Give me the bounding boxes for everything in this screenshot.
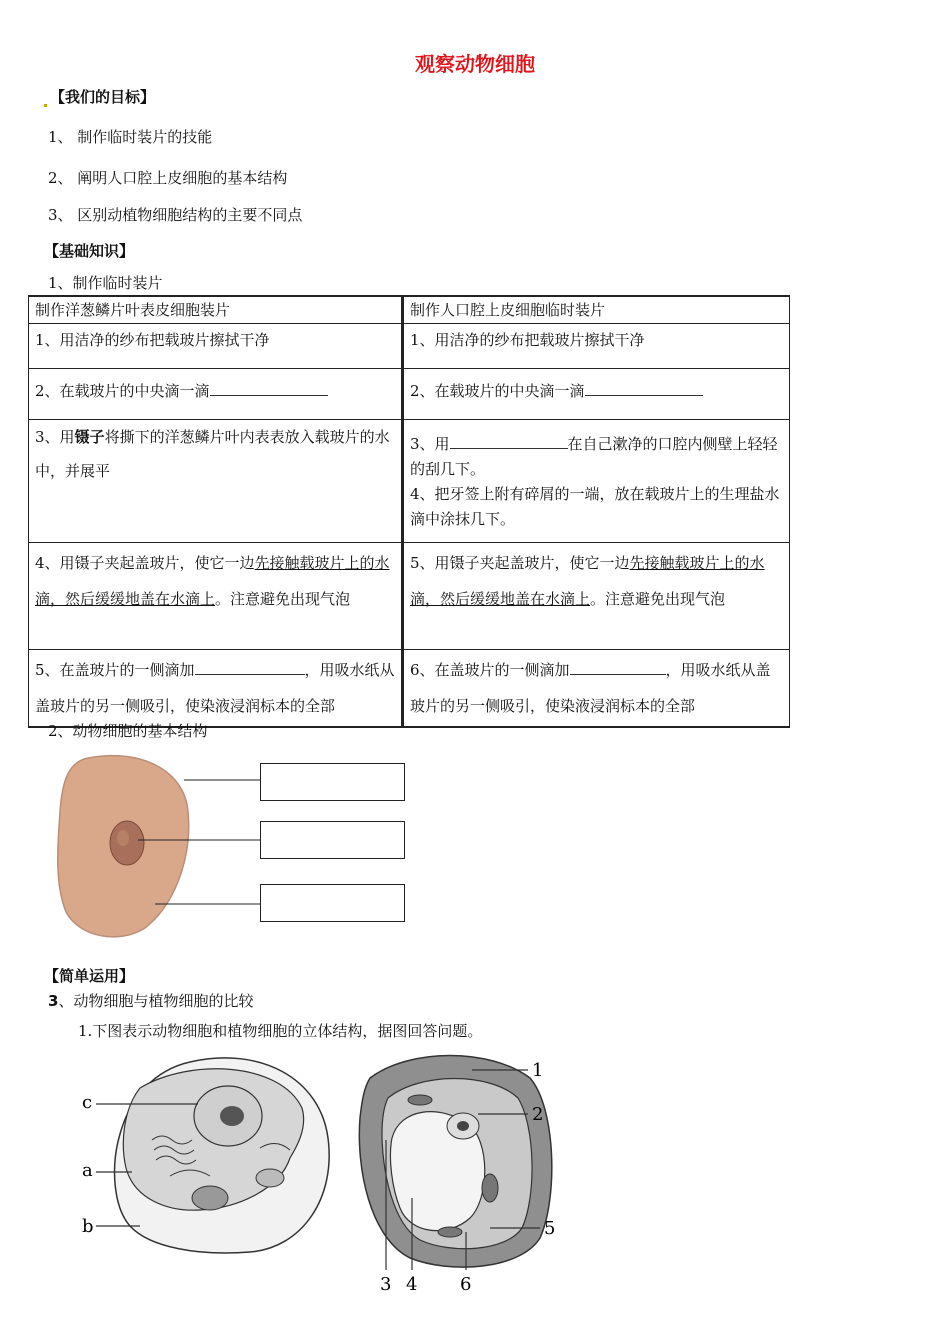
apply-heading: 【简单运用】 [44,967,135,985]
step-cell [29,650,403,728]
table-row [29,324,790,369]
section-3-text: 、动物细胞与植物细胞的比较 [58,992,254,1010]
underlined-text: 先接触载玻片上的水滴，然后缓缓地盖在水滴上 [35,554,390,608]
section-3-title: 3、动物细胞与植物细胞的比较 [48,992,254,1010]
page-title: 观察动物细胞 [415,52,535,76]
goal-item-1: 1、 制作临时装片的技能 [48,128,213,146]
tweezers-term: 镊子 [74,428,105,446]
step-text: 6、在盖玻片的一侧滴加 [410,661,570,679]
question-text: 1.下图表示动物细胞和植物细胞的立体结构，据图回答问题。 [78,1022,483,1040]
animal-label-b: b [82,1216,94,1237]
plant-label-6: 6 [460,1274,472,1295]
table-row [29,420,790,543]
fill-blank[interactable] [570,658,666,675]
step-text: 2、在载玻片的中央滴一滴 [410,382,585,400]
step-cell [29,543,403,650]
goals-heading-text: 【我们的目标】 [50,88,156,106]
step-text: 4、用镊子夹起盖玻片，使它一边 [35,554,255,572]
step-text: 3、用 [410,435,450,453]
step-text: 将撕下的洋葱鳞片叶内表表放入载玻片的水中，并展平 [35,428,390,480]
plant-label-5: 5 [544,1218,556,1239]
step-text: 4、把牙签上附有碎屑的一端，放在载玻片上的生理盐水滴中涂抹几下。 [410,485,780,528]
step-cell [29,369,403,420]
underlined-text: 先接触载玻片上的水滴，然后缓缓地盖在水滴上 [410,554,765,608]
step-cell [403,543,790,650]
step-cell [29,420,403,543]
goals-heading [44,86,155,107]
step-text: 3、用 [35,428,75,446]
fill-blank[interactable] [450,432,568,449]
step-cell: 1、用洁净的纱布把载玻片擦拭干净 [403,324,790,369]
label-box-cytoplasm[interactable] [260,884,405,922]
table-row [29,369,790,420]
step-text: ，用吸水纸从盖玻片的另一侧吸引，使染液浸润标本的全部 [410,661,771,715]
goal-item-3: 3、 区别动植物细胞结构的主要不同点 [48,206,303,224]
plant-label-1: 1 [532,1060,544,1081]
plant-label-2: 2 [532,1104,544,1125]
header-onion: 制作洋葱鳞片叶表皮细胞装片 [29,296,403,324]
label-box-membrane[interactable] [260,763,405,801]
step-text: 。注意避免出现气泡 [590,590,726,608]
nucleus-highlight [117,830,129,846]
cell-comparison-diagram [70,1048,560,1298]
step-text: 在自己漱净的口腔内侧壁上轻轻的刮几下。 [410,435,778,478]
goal-item-2: 2、 阐明人口腔上皮细胞的基本结构 [48,169,288,187]
step-text: 5、用镊子夹起盖玻片，使它一边 [410,554,630,572]
table-row [29,650,790,728]
label-box-nucleus[interactable] [260,821,405,859]
animal-cell [96,1058,329,1253]
step-cell [403,369,790,420]
animal-label-c: c [82,1092,93,1113]
section-2-title: 2、动物细胞的基本结构 [48,722,208,740]
marker-dot [44,104,47,107]
step-text: 5、在盖玻片的一侧滴加 [35,661,195,679]
step-text: 。注意避免出现气泡 [215,590,351,608]
header-cheek: 制作人口腔上皮细胞临时装片 [403,296,790,324]
plant-label-3: 3 [380,1274,392,1295]
step-cell [403,650,790,728]
step-text: ，用吸水纸从盖玻片的另一侧吸引，使染液浸润标本的全部 [35,661,395,715]
basics-heading: 【基础知识】 [44,242,135,260]
step-cell [403,420,790,543]
fill-blank[interactable] [210,379,328,396]
animal-label-a: a [82,1160,93,1181]
step-cell: 1、用洁净的纱布把载玻片擦拭干净 [29,324,403,369]
table-row [29,543,790,650]
section-1-title: 1、制作临时装片 [48,274,163,292]
step-text: 2、在载玻片的中央滴一滴 [35,382,210,400]
table-header-row [29,296,790,324]
fill-blank[interactable] [195,658,305,675]
plant-label-4: 4 [406,1274,418,1295]
slide-prep-table [28,295,790,728]
plant-cell [359,1056,551,1271]
fill-blank[interactable] [585,379,703,396]
